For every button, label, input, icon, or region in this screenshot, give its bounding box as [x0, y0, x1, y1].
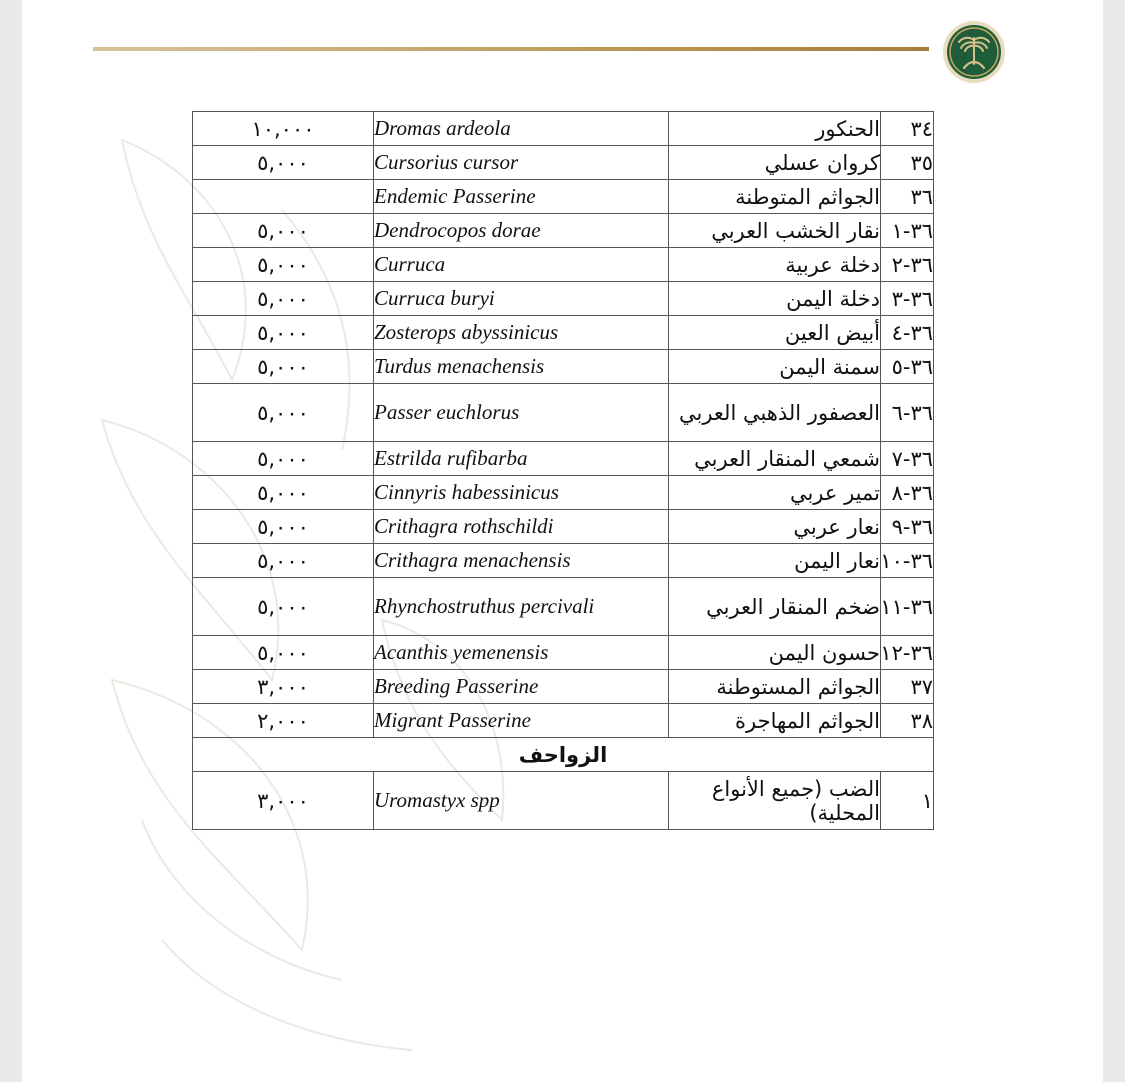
- number-cell: ٣٧: [881, 670, 934, 704]
- table-row: [193, 772, 934, 830]
- table-row: [193, 248, 934, 282]
- scientific-name-cell: Dendrocopos dorae: [374, 214, 669, 248]
- table-row: [193, 316, 934, 350]
- price-cell: ٥,٠٠٠: [193, 544, 374, 578]
- scientific-name-cell: Uromastyx spp: [374, 772, 669, 830]
- section-header-row: [193, 738, 934, 772]
- table-row: [193, 282, 934, 316]
- arabic-name-cell: حسون اليمن: [669, 636, 881, 670]
- number-cell: ١: [881, 772, 934, 830]
- table-row: [193, 578, 934, 636]
- arabic-name-cell: شمعي المنقار العربي: [669, 442, 881, 476]
- price-cell: ٥,٠٠٠: [193, 282, 374, 316]
- price-cell: ٥,٠٠٠: [193, 510, 374, 544]
- arabic-name-cell: دخلة عربية: [669, 248, 881, 282]
- scientific-name-cell: Zosterops abyssinicus: [374, 316, 669, 350]
- table-row: [193, 704, 934, 738]
- price-cell: ٥,٠٠٠: [193, 476, 374, 510]
- price-cell: ٥,٠٠٠: [193, 248, 374, 282]
- scientific-name-cell: Crithagra rothschildi: [374, 510, 669, 544]
- price-cell: [193, 180, 374, 214]
- price-cell: ٥,٠٠٠: [193, 146, 374, 180]
- table-row: [193, 442, 934, 476]
- ministry-palm-emblem-icon: [942, 20, 1006, 84]
- scientific-name-cell: Curruca buryi: [374, 282, 669, 316]
- table-row: [193, 214, 934, 248]
- table-row: [193, 180, 934, 214]
- table-row: [193, 350, 934, 384]
- arabic-name-cell: سمنة اليمن: [669, 350, 881, 384]
- arabic-name-cell: الضب (جميع الأنواع المحلية): [669, 772, 881, 830]
- number-cell: ٣٦-٢: [881, 248, 934, 282]
- scientific-name-cell: Turdus menachensis: [374, 350, 669, 384]
- number-cell: ٣٤: [881, 112, 934, 146]
- number-cell: ٣٦-٨: [881, 476, 934, 510]
- arabic-name-cell: العصفور الذهبي العربي: [669, 384, 881, 442]
- header-gold-rule: [93, 47, 929, 51]
- arabic-name-cell: أبيض العين: [669, 316, 881, 350]
- table-row: [193, 112, 934, 146]
- arabic-name-cell: الجواثم المستوطنة: [669, 670, 881, 704]
- price-cell: ٥,٠٠٠: [193, 442, 374, 476]
- number-cell: ٣٨: [881, 704, 934, 738]
- scientific-name-cell: Rhynchostruthus percivali: [374, 578, 669, 636]
- arabic-name-cell: دخلة اليمن: [669, 282, 881, 316]
- arabic-name-cell: الجواثم المتوطنة: [669, 180, 881, 214]
- table-row: [193, 544, 934, 578]
- scientific-name-cell: Passer euchlorus: [374, 384, 669, 442]
- species-price-table: [192, 111, 934, 830]
- number-cell: ٣٦: [881, 180, 934, 214]
- price-cell: ٥,٠٠٠: [193, 350, 374, 384]
- scientific-name-cell: Acanthis yemenensis: [374, 636, 669, 670]
- arabic-name-cell: كروان عسلي: [669, 146, 881, 180]
- price-cell: ٥,٠٠٠: [193, 214, 374, 248]
- price-cell: ٣,٠٠٠: [193, 772, 374, 830]
- scientific-name-cell: Curruca: [374, 248, 669, 282]
- number-cell: ٣٦-٧: [881, 442, 934, 476]
- number-cell: ٣٦-١٢: [881, 636, 934, 670]
- table-row: [193, 510, 934, 544]
- arabic-name-cell: نعار عربي: [669, 510, 881, 544]
- scientific-name-cell: Dromas ardeola: [374, 112, 669, 146]
- arabic-name-cell: ضخم المنقار العربي: [669, 578, 881, 636]
- arabic-name-cell: تمير عربي: [669, 476, 881, 510]
- arabic-name-cell: الحنكور: [669, 112, 881, 146]
- price-cell: ٥,٠٠٠: [193, 384, 374, 442]
- price-cell: ٥,٠٠٠: [193, 636, 374, 670]
- arabic-name-cell: الجواثم المهاجرة: [669, 704, 881, 738]
- table-row: [193, 476, 934, 510]
- number-cell: ٣٦-١: [881, 214, 934, 248]
- scientific-name-cell: Cinnyris habessinicus: [374, 476, 669, 510]
- number-cell: ٣٦-٥: [881, 350, 934, 384]
- document-page: [22, 0, 1103, 1082]
- price-cell: ٣,٠٠٠: [193, 670, 374, 704]
- scientific-name-cell: Estrilda rufibarba: [374, 442, 669, 476]
- section-title: الزواحف: [193, 738, 934, 772]
- table-row: [193, 146, 934, 180]
- number-cell: ٣٦-٤: [881, 316, 934, 350]
- scientific-name-cell: Crithagra menachensis: [374, 544, 669, 578]
- scientific-name-cell: Cursorius cursor: [374, 146, 669, 180]
- number-cell: ٣٦-٣: [881, 282, 934, 316]
- arabic-name-cell: نعار اليمن: [669, 544, 881, 578]
- table-row: [193, 636, 934, 670]
- price-cell: ٥,٠٠٠: [193, 316, 374, 350]
- number-cell: ٣٥: [881, 146, 934, 180]
- number-cell: ٣٦-٩: [881, 510, 934, 544]
- price-cell: ١٠,٠٠٠: [193, 112, 374, 146]
- scientific-name-cell: Endemic Passerine: [374, 180, 669, 214]
- table-row: [193, 384, 934, 442]
- scientific-name-cell: Breeding Passerine: [374, 670, 669, 704]
- number-cell: ٣٦-١١: [881, 578, 934, 636]
- price-cell: ٢,٠٠٠: [193, 704, 374, 738]
- table-row: [193, 670, 934, 704]
- price-cell: ٥,٠٠٠: [193, 578, 374, 636]
- arabic-name-cell: نقار الخشب العربي: [669, 214, 881, 248]
- number-cell: ٣٦-٦: [881, 384, 934, 442]
- scientific-name-cell: Migrant Passerine: [374, 704, 669, 738]
- number-cell: ٣٦-١٠: [881, 544, 934, 578]
